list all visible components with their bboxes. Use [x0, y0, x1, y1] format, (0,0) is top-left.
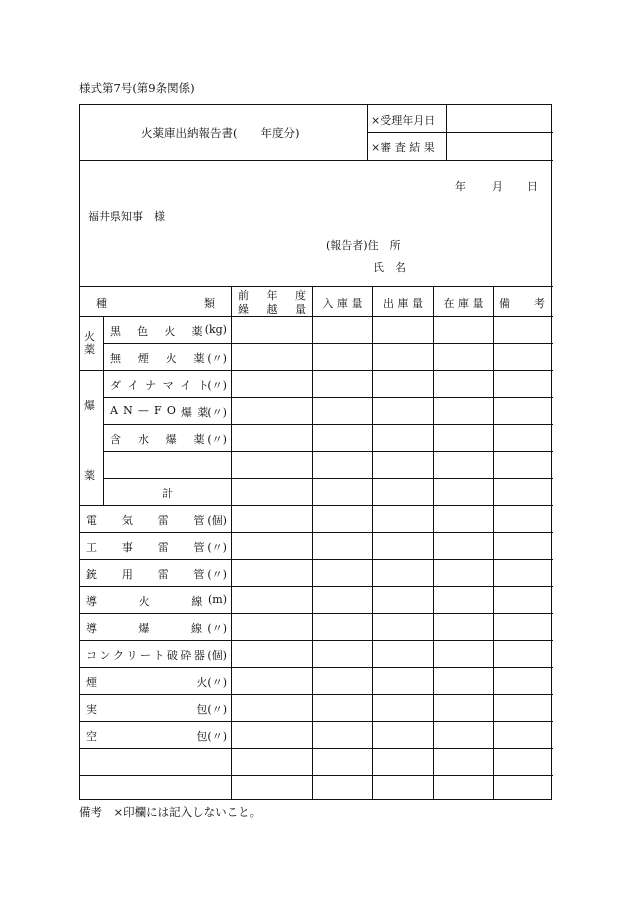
col-outgoing: 出 庫 量	[383, 297, 423, 310]
row-blank-cartridge: 空 包(〃)	[86, 730, 227, 743]
form-id: 様式第7号(第9条関係)	[79, 81, 195, 95]
date-day-label: 日	[527, 180, 538, 193]
row-live-cartridge: 実 包(〃)	[86, 703, 227, 716]
row-gun-primer: 銃 用 雷 管 (〃)	[86, 568, 227, 581]
report-form	[79, 104, 552, 800]
review-result-label: ×審 査 結 果	[371, 141, 435, 154]
reporter-address-label: (報告者)住 所	[326, 239, 401, 252]
col-stock: 在 庫 量	[443, 297, 484, 310]
row-explosives-total: 計	[162, 487, 173, 500]
group-explosives-top: 爆	[84, 399, 95, 412]
row-water-gel: 含 水 爆 薬 (〃)	[110, 433, 227, 446]
date-year-label: 年	[455, 180, 466, 193]
col-carryover-line1: 前 年 度	[238, 289, 306, 302]
review-result-field[interactable]	[448, 134, 552, 159]
group-explosives-bottom: 薬	[84, 469, 95, 482]
row-smokeless-powder: 無 煙 火 薬 (〃)	[110, 352, 227, 365]
col-kind-1: 種	[96, 297, 107, 310]
col-kind-2: 類	[204, 297, 215, 310]
row-fireworks: 煙 火(〃)	[86, 676, 227, 689]
row-electric-detonator: 電 気 雷 管 (個)	[86, 514, 227, 527]
date-month-label: 月	[492, 180, 503, 193]
row-concrete-breaker: コ ン ク リ ー ト 破 砕 器 (個)	[86, 649, 227, 662]
reporter-name-label: 氏 名	[373, 261, 406, 274]
row-dynamite: ダ イ ナ マ イ ト (〃)	[110, 379, 227, 392]
row-anfo: A N — F O 爆 薬 (〃)	[110, 404, 227, 419]
received-date-label: ×受理年月日	[371, 114, 436, 127]
col-carryover-line2: 繰 越 量	[238, 303, 306, 316]
row-black-powder: 黒 色 火 薬 (kg)	[110, 323, 227, 338]
recipient: 福井県知事 様	[88, 210, 165, 223]
row-detonating-cord: 導 爆 線 (〃)	[86, 622, 227, 635]
row-safety-fuse: 導 火 線 (m)	[86, 593, 227, 608]
col-incoming: 入 庫 量	[322, 297, 363, 310]
footnote: 備考 ×印欄には記入しないこと。	[79, 805, 262, 819]
group-gunpowder: 火 薬	[84, 330, 95, 356]
col-remarks: 備 考	[499, 297, 545, 310]
received-date-field[interactable]	[448, 106, 552, 131]
report-title: 火薬庫出納報告書( 年度分)	[141, 126, 300, 140]
row-industrial-detonator: 工 事 雷 管 (〃)	[86, 541, 227, 554]
